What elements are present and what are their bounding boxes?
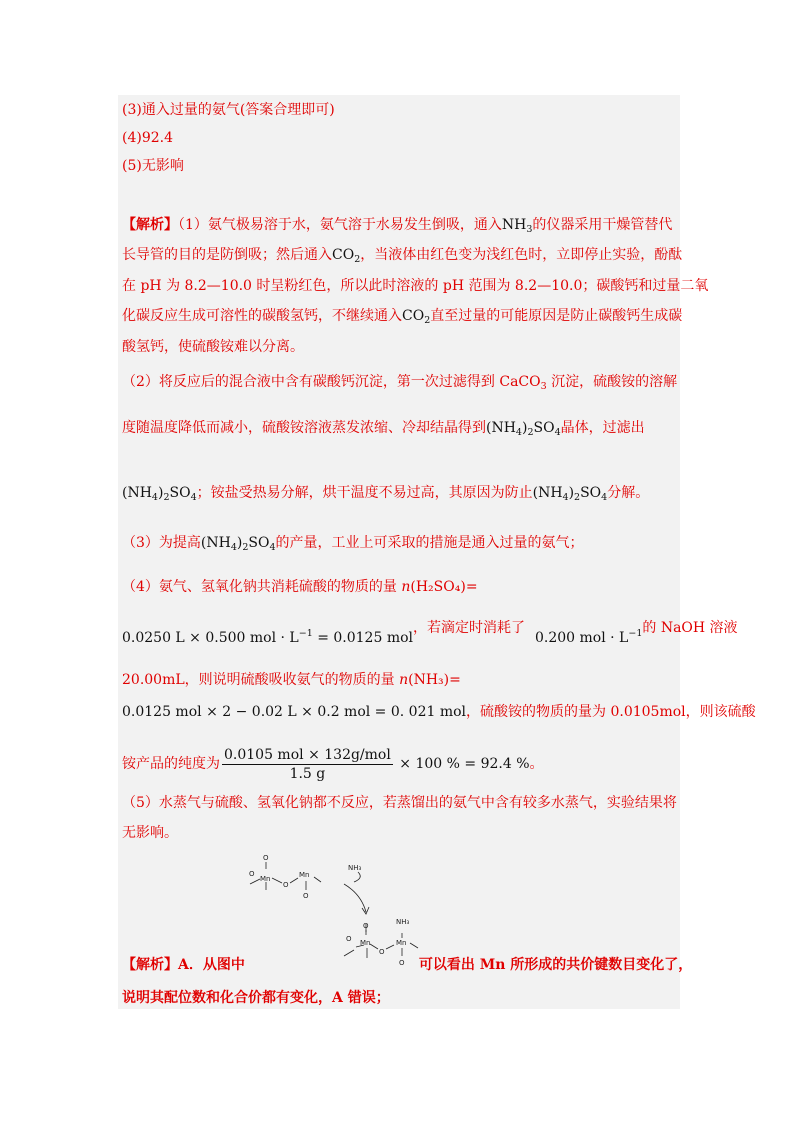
atom-o: O [346,935,352,943]
analysis2-line1: 【解析】A．从图中 可以看出 Mn 所形成的共价键数目变化了， [122,957,693,973]
analysis-p2-line2: 度随温度降低而减小，硫酸铵溶液蒸发浓缩、冷却结晶得到$(NH_4)_2SO_4$晶体，过滤出 [122,420,645,438]
analysis-p1-line2: 长导管的目的是防倒吸；然后通入$CO_2$，当液体由红色变为浅红色时，立即停止实验，酚酞 [122,247,683,265]
ammonium-sulfate-formula: $(NH_4)_2SO_4$ [122,485,197,503]
nh3-formula: $NH_3$ [501,217,533,235]
analysis-p4-line5: 铵产品的纯度为 $\frac{\text{0.0105 mol × 132g/mol}}{1.5 g}$ × 100 % = 92.4 %。 [122,746,544,782]
atom-o: O [283,881,289,889]
atom-o: O [363,922,369,930]
atom-mn: Mn [299,871,310,879]
answer-5: (5)无影响 [122,158,184,174]
atom-o: O [249,870,255,878]
analysis-p1-line1: 【解析】（1）氨气极易溶于水，氨气溶于水易发生倒吸，通入$NH_3$的仪器采用干燥管替代 [122,217,673,235]
analysis-p1-line5: 酸氢钙，使硫酸铵难以分离。 [122,339,304,355]
analysis-tag: 【解析】 [122,217,178,233]
analysis-p5-line1: （5）水蒸气与硫酸、氢氧化钠都不反应，若蒸馏出的氨气中含有较多水蒸气，实验结果将 [122,795,677,811]
ammonium-sulfate-formula: $(NH_4)_2SO_4$ [486,420,561,438]
analysis-p1-line4: 化碳反应生成可溶性的碳酸氢钙，不继续通入$CO_2$直至过量的可能原因是防止碳酸钙生成碳 [122,308,683,326]
atom-o: O [303,892,309,900]
analysis-p4-line4: 0.0125 mol × 2 − 0.02 L × 0.2 mol = 0. 021 mol，硫酸铵的物质的量为 0.0105mol，则该硫酸 [122,704,756,720]
analysis-tag: 【解析】 [122,957,178,973]
analysis-p4-line1: （4）氨气、氢氧化钠共消耗硫酸的物质的量 n(H₂SO₄)= [122,579,478,595]
analysis-p5-line2: 无影响。 [122,825,178,841]
co2-formula: $CO_2$ [332,247,361,265]
caco3-formula: CaCO$_3$ [499,374,547,392]
atom-o: O [399,959,405,967]
equation-2: 0.200 mol · $L^{-1}$ [535,628,643,646]
analysis-p4-line2: 0.0250 L × 0.500 mol · $L^{-1} = 0.0125$ mol，若滴定时消耗了0.200 mol · $L^{-1}$的 NaOH 溶液 [122,620,738,646]
analysis-p1-line3: 在 pH 为 8.2—10.0 时呈粉红色，所以此时溶液的 pH 范围为 8.2—10.0；碳酸钙和过量二氧 [122,278,709,294]
atom-mn: Mn [396,939,407,947]
co2-formula-2: $CO_2$ [402,308,431,326]
analysis-p3: （3）为提高$(NH_4)_2SO_4$的产量，工业上可采取的措施是通入过量的氨气； [122,535,584,553]
atom-o: O [263,854,269,862]
nh3-label: NH₃ [348,864,362,872]
analysis-p4-line3: 20.00mL，则说明硫酸吸收氨气的物质的量 n(NH₃)= [122,672,461,688]
analysis-p2-line3: $(NH_4)_2SO_4$；铵盐受热易分解，烘干温度不易过高，其原因为防止$(NH_4)_2SO_4$分解。 [122,485,650,503]
purity-fraction: $\frac{\text{0.0105 mol × 132g/mol}}{1.5 g}$ [224,746,391,782]
equation-1: 0.0250 L × 0.500 mol · $L^{-1} = 0.0125$ mol [122,628,413,646]
ammonium-sulfate-formula: $(NH_4)_2SO_4$ [200,535,276,553]
nh3-label: NH₃ [396,918,410,926]
atom-mn: Mn [360,939,371,947]
ammonium-sulfate-formula: $(NH_4)_2SO_4$ [532,485,608,503]
equation-3: 0.0125 mol × 2 − 0.02 L × 0.2 mol = 0. 021 mol [122,704,467,720]
analysis2-line2: 说明其配位数和化合价都有变化，A 错误； [122,990,390,1006]
analysis-p2-line1: （2）将反应后的混合液中含有碳酸钙沉淀，第一次过滤得到 CaCO$_3$ 沉淀，硫酸铵的溶解 [122,374,678,392]
answer-3: (3)通入过量的氨气(答案合理即可) [122,102,335,118]
atom-mn: Mn [260,875,271,883]
answer-4: (4)92.4 [122,130,174,146]
atom-o: O [379,948,385,956]
